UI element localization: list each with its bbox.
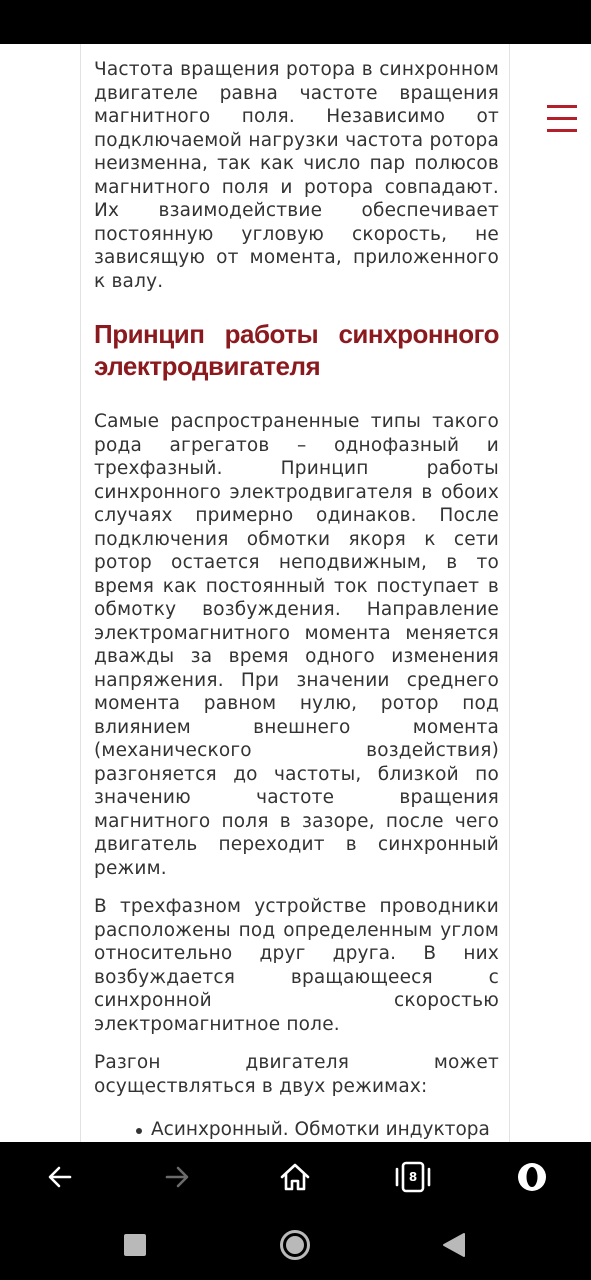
recents-button[interactable] — [115, 1225, 155, 1265]
navigation-bar — [0, 1142, 591, 1280]
opera-menu-button[interactable] — [508, 1153, 556, 1201]
web-page — [0, 44, 591, 1142]
square-recents-icon — [123, 1233, 147, 1257]
system-back-button[interactable] — [434, 1225, 474, 1265]
list-item: Асинхронный. Обмотки индуктора — [151, 1118, 499, 1165]
article-paragraph: В трехфазном устройстве проводники расположены под определенным углом относительно друг друга. В них возбуждается вращающееся с синхронной скоростью электромагнитное поле. — [94, 896, 499, 1035]
hamburger-menu-icon[interactable] — [547, 105, 577, 133]
section-heading: Принцип работы синхронного электродвигателя — [94, 319, 499, 381]
article-paragraph: Частота вращения ротора в синхронном двигателе равна частоте вращения магнитного поля. Независимо от подключаемой нагрузки частота ротора неизменна, так как число пар полюсов магнитного поля и ротора совпадают. Их взаимодействие обеспечивает постоянную угловую скорость, не зависящую от момента, приложенного к валу. — [94, 59, 499, 292]
home-button[interactable] — [271, 1153, 319, 1201]
home-icon — [279, 1162, 311, 1192]
circle-home-icon — [279, 1229, 311, 1261]
article-body — [94, 58, 499, 1165]
status-bar — [0, 0, 591, 44]
tab-count: 8 — [408, 1170, 418, 1184]
system-home-button[interactable] — [275, 1225, 315, 1265]
forward-button[interactable] — [153, 1153, 201, 1201]
back-button[interactable] — [36, 1153, 84, 1201]
back-arrow-icon — [46, 1163, 74, 1191]
article-paragraph: Самые распространенные типы такого рода агрегатов – однофазный и трехфазный. Принцип работы синхронного электродвигателя в обоих случаях примерно одинаков. После подключения обмотки якоря к сети ротор остается неподвижным, в то время как постоянный ток поступает в обмотку возбуждения. Направление электромагнитного момента меняется дважды за время одного изменения напряжения. При значении среднего момента равном нулю, ротор под влиянием внешнего момента (механического воздействия) разгоняется до частоты, близкой по значению частоте вращения магнитного поля в зазоре, после чего двигатель переходит в синхронный режим. — [94, 411, 499, 879]
forward-arrow-icon — [163, 1163, 191, 1191]
article-paragraph: Разгон двигателя может осуществляться в двух режимах: — [94, 1052, 499, 1097]
opera-icon — [517, 1162, 547, 1192]
tabs-button[interactable] — [389, 1153, 437, 1201]
triangle-back-icon — [442, 1232, 466, 1258]
